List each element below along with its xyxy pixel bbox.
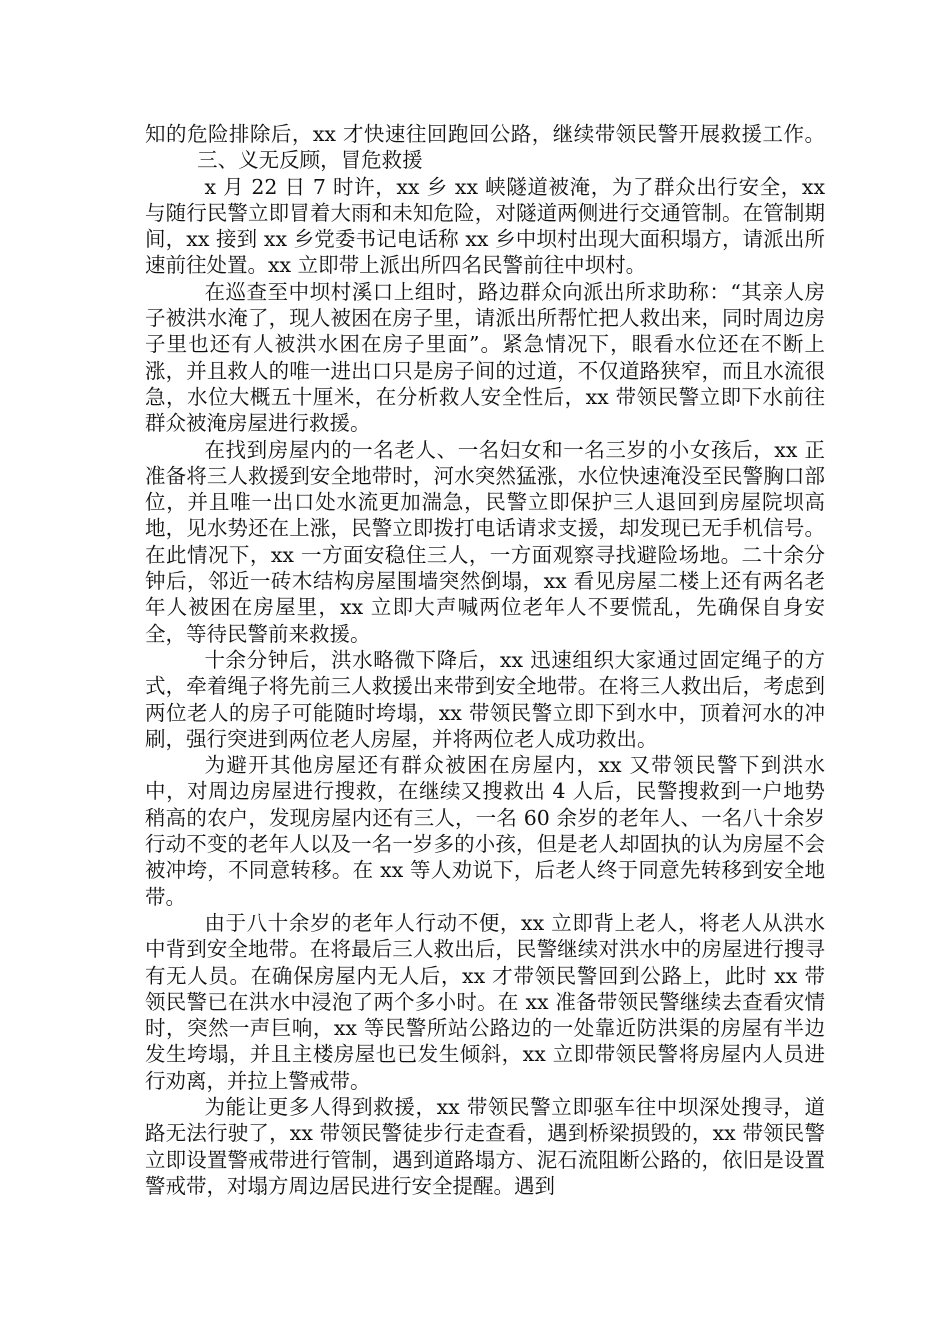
continued-text: 知的危险排除后，xx 才快速往回跑回公路，继续带领民警开展救援工作。	[145, 122, 825, 146]
section-heading: 三、义无反顾，冒危救援	[197, 148, 423, 173]
paragraph-1: x 月 22 日 7 时许，xx 乡 xx 峡隧道被淹，为了群众出行安全，xx 与随行民警立即冒着大雨和未知危险，对隧道两侧进行交通管制。在管制期间，xx 接到 xx 乡党委书记电话称 xx 乡中坝村出现大面积塌方，请派出所速前往处置。xx 立即带上派出所四名民警前往中坝村。	[145, 174, 825, 278]
document-body	[145, 121, 825, 1199]
paragraph-5: 为避开其他房屋还有群众被困在房屋内，xx 又带领民警下到洪水中，对周边房屋进行搜救，在继续又搜救出 4 人后，民警搜救到一户地势稍高的农户，发现房屋内还有三人，一名 60 余岁的老年人、一名八十余岁行动不变的老年人以及一名一岁多的小孩，但是老人却固执的认为房屋不会被冲垮，不同意转移。在 xx 等人劝说下，后老人终于同意先转移到安全地带。	[145, 753, 825, 909]
paragraph-2: 在巡查至中坝村溪口上组时，路边群众向派出所求助称：“其亲人房子被洪水淹了，现人被困在房子里，请派出所帮忙把人救出来，同时周边房子里也还有人被洪水困在房子里面”。紧急情况下，眼看水位还在不断上涨，并且救人的唯一进出口只是房子间的过道，不仅道路狭窄，而且水流很急，水位大概五十厘米，在分析救人安全性后，xx 带领民警立即下水前往群众被淹房屋进行救援。	[145, 279, 825, 436]
paragraph-6: 由于八十余岁的老年人行动不便，xx 立即背上老人，将老人从洪水中背到安全地带。在将最后三人救出后，民警继续对洪水中的房屋进行搜寻有无人员。在确保房屋内无人后，xx 才带领民警回到公路上，此时 xx 带领民警已在洪水中浸泡了两个多小时。在 xx 准备带领民警继续去查看灾情时，突然一声巨响，xx 等民警所站公路边的一处靠近防洪渠的房屋有半边发生垮塌，并且主楼房屋也已发生倾斜，xx 立即带领民警将房屋内人员进行劝离，并拉上警戒带。	[145, 910, 825, 1093]
paragraph-4: 十余分钟后，洪水略微下降后，xx 迅速组织大家通过固定绳子的方式，牵着绳子将先前三人救援出来带到安全地带。在将三人救出后，考虑到两位老人的房子可能随时垮塌，xx 带领民警立即下到水中，顶着河水的冲刷，强行突进到两位老人房屋，并将两位老人成功救出。	[145, 647, 825, 751]
paragraph-3: 在找到房屋内的一名老人、一名妇女和一名三岁的小女孩后，xx 正准备将三人救援到安全地带时，河水突然猛涨，水位快速淹没至民警胸口部位，并且唯一出口处水流更加湍急，民警立即保护三人退回到房屋院坝高地，见水势还在上涨，民警立即拨打电话请求支援，却发现已无手机信号。在此情况下，xx 一方面安稳住三人，一方面观察寻找避险场地。二十余分钟后，邻近一砖木结构房屋围墙突然倒塌，xx 看见房屋二楼上还有两名老年人被困在房屋里，xx 立即大声喊两位老年人不要慌乱，先确保自身安全，等待民警前来救援。	[145, 437, 825, 646]
opening-paragraph	[145, 121, 825, 174]
paragraph-7: 为能让更多人得到救援，xx 带领民警立即驱车往中坝深处搜寻，道路无法行驶了，xx 带领民警徒步行走查看，遇到桥梁损毁的，xx 带领民警立即设置警戒带进行管制，遇到道路塌方、泥石流阻断公路的，依旧是设置警戒带，对塌方周边居民进行安全提醒。遇到	[145, 1094, 825, 1198]
